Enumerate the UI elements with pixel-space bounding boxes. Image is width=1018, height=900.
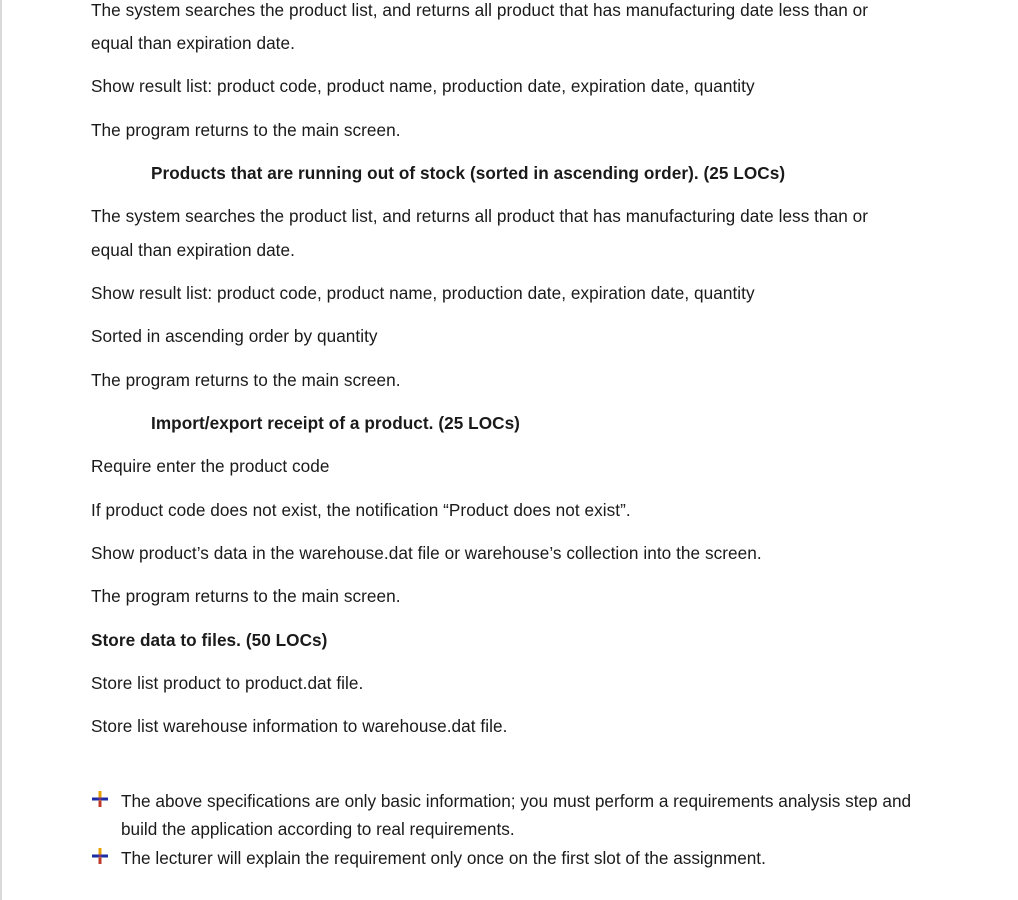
paragraph-line: Store list warehouse information to warehouse.dat file. xyxy=(91,716,508,736)
note-text: The lecturer will explain the requirement only once on the first slot of the assignment. xyxy=(121,848,766,868)
paragraph-line: equal than expiration date. xyxy=(91,33,295,53)
section-heading: Products that are running out of stock (sorted in ascending order). (25 LOCs) xyxy=(151,163,786,183)
note-bullet xyxy=(91,844,951,872)
paragraph-line: The system searches the product list, and returns all product that has manufacturing date less than or xyxy=(91,206,869,226)
pin-icon xyxy=(91,790,109,808)
paragraph-line: Require enter the product code xyxy=(91,456,330,476)
paragraph-line: If product code does not exist, the notification “Product does not exist”. xyxy=(91,500,631,520)
paragraph-line: The program returns to the main screen. xyxy=(91,370,401,390)
paragraph-line: equal than expiration date. xyxy=(91,240,295,260)
paragraph-line: Show result list: product code, product name, production date, expiration date, quantity xyxy=(91,283,755,303)
paragraph-line: Show result list: product code, product name, production date, expiration date, quantity xyxy=(91,76,755,96)
paragraph-line: The program returns to the main screen. xyxy=(91,120,401,140)
paragraph-line: Show product’s data in the warehouse.dat file or warehouse’s collection into the screen. xyxy=(91,543,762,563)
section-heading: Import/export receipt of a product. (25 LOCs) xyxy=(151,413,520,433)
note-bullet xyxy=(91,787,951,843)
paragraph-line: The program returns to the main screen. xyxy=(91,586,401,606)
note-text: The above specifications are only basic information; you must perform a requirements analysis step and build the application according to real requirements. xyxy=(121,791,912,839)
pin-icon xyxy=(91,847,109,865)
section-heading: Store data to files. (50 LOCs) xyxy=(91,630,328,650)
paragraph-line: Store list product to product.dat file. xyxy=(91,673,364,693)
paragraph-line: Sorted in ascending order by quantity xyxy=(91,326,378,346)
paragraph-line: The system searches the product list, and returns all product that has manufacturing date less than or xyxy=(91,0,869,20)
